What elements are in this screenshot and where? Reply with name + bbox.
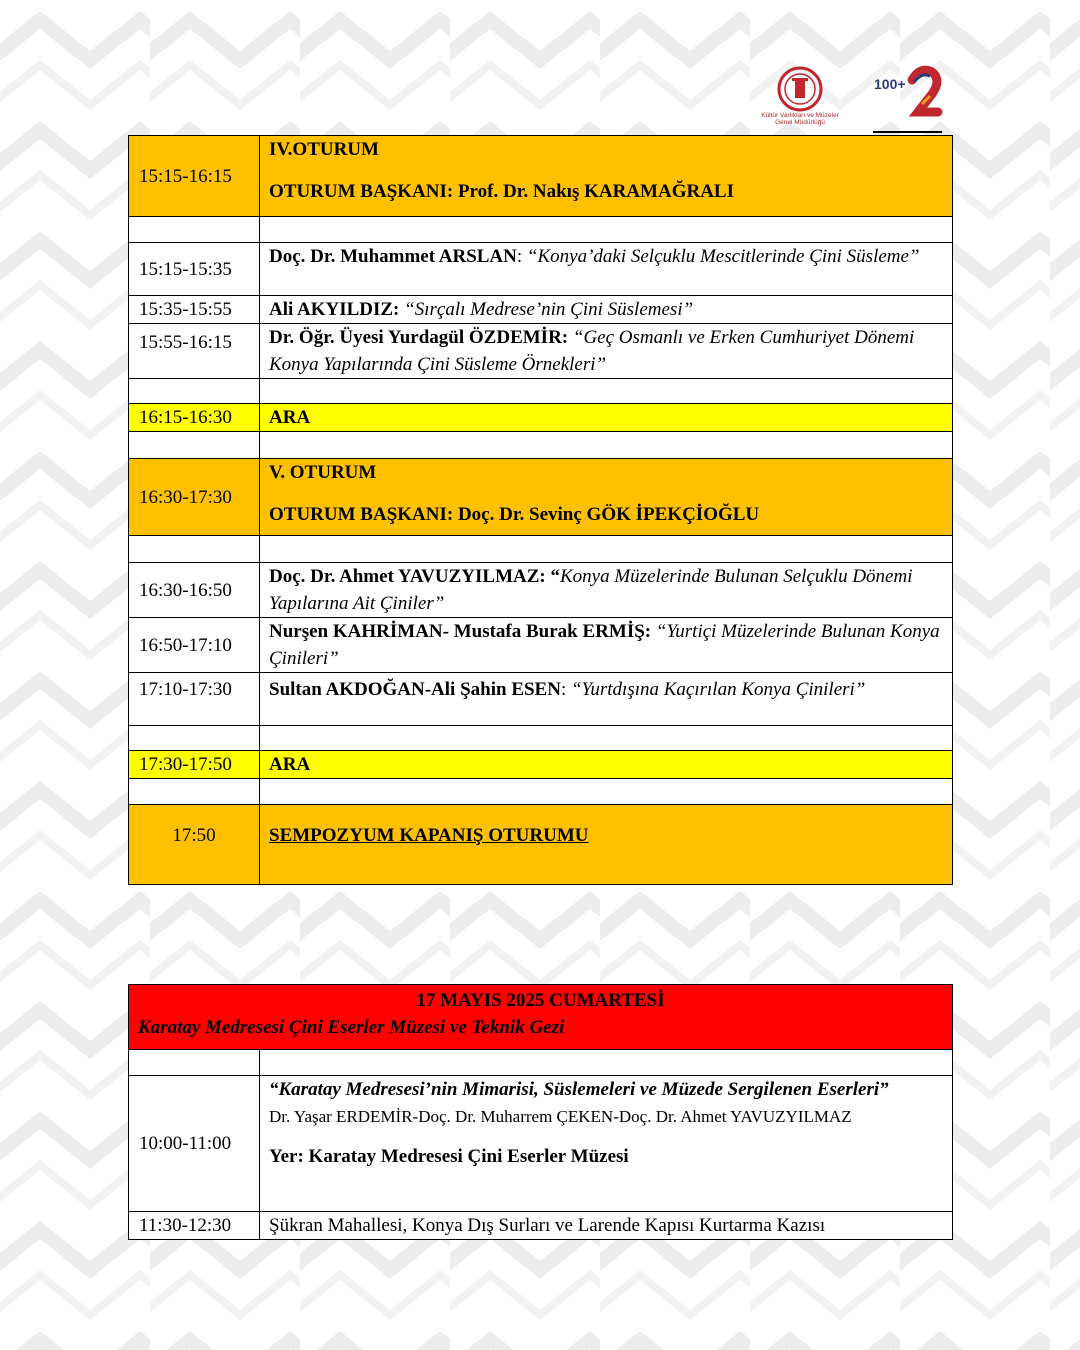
closing-label: SEMPOZYUM KAPANIŞ OTURUMU — [260, 805, 953, 885]
speakers: Dr. Yaşar ERDEMİR-Doç. Dr. Muharrem ÇEKEN-Doç. Dr. Ahmet YAVUZYILMAZ — [269, 1107, 852, 1126]
talk-title: “Geç Osmanlı ve Erken Cumhuriyet Dönemi Konya Yapılarında Çini Süsleme Örnekleri” — [269, 327, 915, 375]
time-cell: 15:55-16:15 — [129, 324, 260, 379]
speaker: Sultan AKDOĞAN-Ali Şahin ESEN — [269, 679, 561, 700]
speaker: Doç. Dr. Ahmet YAVUZYILMAZ: “ — [269, 566, 560, 587]
time-cell: 16:30-17:30 — [129, 459, 260, 536]
spacer-row — [129, 779, 953, 805]
talk-row — [129, 1212, 953, 1240]
spacer-row — [129, 1050, 953, 1076]
centennial-logo-text: 100+ — [874, 76, 906, 92]
time-cell: 10:00-11:00 — [129, 1076, 260, 1212]
ministry-logo-text: Kültür Varlıkları ve Müzeler Genel Müdürlüğü — [761, 112, 839, 126]
break-label: ARA — [260, 751, 953, 779]
spacer-row — [129, 432, 953, 459]
break-row — [129, 751, 953, 779]
talk-row — [129, 563, 953, 618]
session-iv-row — [129, 136, 953, 217]
session-v-row — [129, 459, 953, 536]
time-cell: 11:30-12:30 — [129, 1212, 260, 1240]
closing-row — [129, 805, 953, 885]
time-cell: 15:15-15:35 — [129, 243, 260, 296]
time-cell: 16:15-16:30 — [129, 404, 260, 432]
time-cell: 17:10-17:30 — [129, 673, 260, 726]
talk-row — [129, 243, 953, 296]
talk-title: “Yurtiçi Müzelerinde Bulunan Konya Çinileri” — [269, 621, 940, 669]
talk-cell — [260, 1076, 953, 1212]
break-row — [129, 404, 953, 432]
venue: Yer: Karatay Medresesi Çini Eserler Müzesi — [269, 1146, 629, 1167]
talk-row — [129, 1076, 953, 1212]
talk-title: “Sırçalı Medrese’nin Çini Süslemesi” — [404, 299, 694, 320]
time-cell: 16:30-16:50 — [129, 563, 260, 618]
talk-title: Konya Müzelerinde Bulunan Selçuklu Dönemi Yapılarına Ait Çiniler” — [269, 566, 913, 614]
time-cell: 17:30-17:50 — [129, 751, 260, 779]
separator: : — [516, 246, 527, 267]
centennial-logo — [870, 64, 946, 134]
speaker: Nurşen KAHRİMAN- Mustafa Burak ERMİŞ: — [269, 621, 652, 642]
session-cell — [260, 459, 953, 536]
break-label: ARA — [260, 404, 953, 432]
spacer-row — [129, 217, 953, 243]
day-subtitle: Karatay Medresesi Çini Eserler Müzesi ve Teknik Gezi — [138, 1017, 565, 1038]
session-chair: OTURUM BAŞKANI: Doç. Dr. Sevinç GÖK İPEKÇİOĞLU — [269, 504, 760, 525]
talk-cell — [260, 296, 953, 324]
schedule-table-day — [128, 135, 953, 885]
time-cell: 15:35-15:55 — [129, 296, 260, 324]
session-title: IV.OTURUM — [269, 139, 379, 160]
session-cell — [260, 136, 953, 217]
time-cell: 16:50-17:10 — [129, 618, 260, 673]
day-header-row — [129, 985, 953, 1050]
spacer-row — [129, 379, 953, 404]
talk-row — [129, 673, 953, 726]
day-title: 17 MAYIS 2025 CUMARTESİ — [416, 990, 665, 1011]
talk-cell — [260, 243, 953, 296]
spacer-row — [129, 726, 953, 751]
session-title: V. OTURUM — [269, 462, 377, 483]
time-cell: 15:15-16:15 — [129, 136, 260, 217]
talk-cell — [260, 673, 953, 726]
speaker: Ali AKYILDIZ: — [269, 299, 400, 320]
talk-title: “Yurtdışına Kaçırılan Konya Çinileri” — [570, 679, 866, 700]
session-chair: OTURUM BAŞKANI: Prof. Dr. Nakış KARAMAĞRALI — [269, 181, 734, 202]
talk-cell — [260, 324, 953, 379]
trip-cell: Şükran Mahallesi, Konya Dış Surları ve Larende Kapısı Kurtarma Kazısı — [260, 1212, 953, 1240]
talk-row — [129, 324, 953, 379]
talk-row — [129, 618, 953, 673]
talk-title: “Konya’daki Selçuklu Mescitlerinde Çini Süsleme” — [526, 246, 920, 267]
spacer-row — [129, 536, 953, 563]
ministry-logo — [758, 66, 842, 130]
speaker: Doç. Dr. Muhammet ARSLAN — [269, 246, 517, 267]
day-header-cell — [129, 985, 953, 1050]
talk-title: “Karatay Medresesi’nin Mimarisi, Süslemeleri ve Müzede Sergilenen Eserleri” — [269, 1079, 889, 1100]
talk-cell — [260, 618, 953, 673]
schedule-table-saturday — [128, 984, 953, 1240]
talk-row — [129, 296, 953, 324]
speaker: Dr. Öğr. Üyesi Yurdagül ÖZDEMİR: — [269, 327, 569, 348]
talk-cell — [260, 563, 953, 618]
time-cell: 17:50 — [129, 805, 260, 885]
separator: : — [560, 679, 571, 700]
